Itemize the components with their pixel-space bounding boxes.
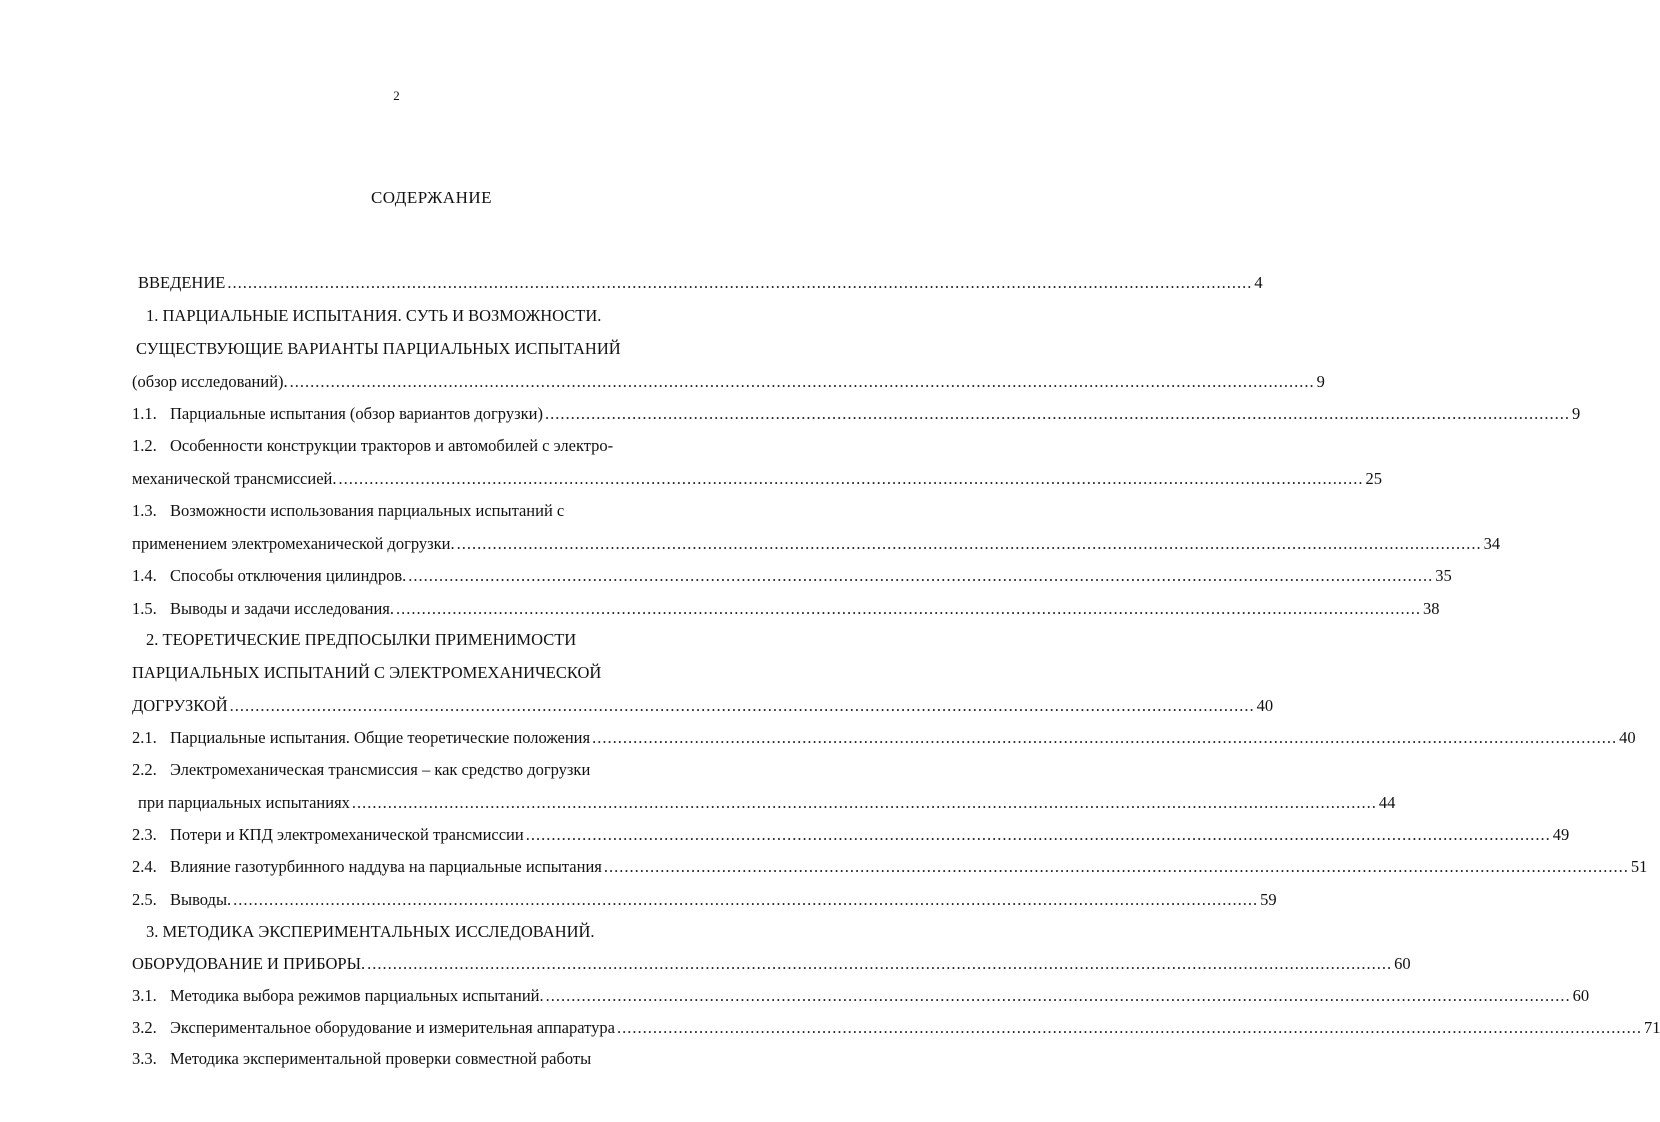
toc-entry-text: 2. ТЕОРЕТИЧЕСКИЕ ПРЕДПОСЫЛКИ ПРИМЕНИМОСТИ [146, 630, 577, 649]
toc-entry-page: 60 [1572, 986, 1590, 1005]
toc-entry-text: ДОГРУЗКОЙ [132, 696, 228, 715]
toc-entry [132, 693, 1274, 717]
toc-entry [132, 822, 1570, 846]
dot-leader: ........................................................................................................................................................................................................ [227, 273, 1253, 292]
toc-entry [132, 401, 1581, 425]
toc-entry-number: 2.4. [132, 857, 157, 876]
toc-entry [132, 563, 1452, 587]
toc-entry [132, 596, 1440, 620]
toc-entry [132, 466, 1382, 490]
dot-leader: ........................................................................................................................................................................................................ [603, 857, 1629, 876]
toc-entry-text: 3.2. Экспериментальное оборудование и измерительная аппаратура [132, 1018, 615, 1037]
toc-entry-number: 1.3. [132, 501, 157, 520]
toc-entry-text: 3. МЕТОДИКА ЭКСПЕРИМЕНТАЛЬНЫХ ИССЛЕДОВАНИЙ. [146, 922, 595, 941]
toc-entry [132, 919, 738, 943]
dot-leader: ........................................................................................................................................................................................................ [229, 696, 1255, 715]
toc-entry-text: 1.2. Особенности конструкции тракторов и автомобилей с электро- [132, 436, 614, 455]
dot-leader: ........................................................................................................................................................................................................ [351, 793, 1377, 812]
toc-entry [132, 951, 1411, 975]
toc-entry [132, 433, 738, 457]
dot-leader: ........................................................................................................................................................................................................ [545, 986, 1571, 1005]
toc-entry-text: 3.3. Методика экспериментальной проверки совместной работы [132, 1049, 592, 1068]
toc-entry-number: 1.5. [132, 599, 157, 618]
toc-entry-page: 40 [1619, 728, 1636, 747]
toc-entry [132, 790, 1396, 814]
toc-entry [132, 303, 738, 327]
toc-entry-text: ПАРЦИАЛЬНЫХ ИСПЫТАНИЙ С ЭЛЕКТРОМЕХАНИЧЕСКОЙ [132, 663, 602, 682]
toc-entry-text: 1.1. Парциальные испытания (обзор вариантов догрузки) [132, 404, 543, 423]
toc-entry-text: 2.3. Потери и КПД электромеханической трансмиссии [132, 825, 524, 844]
toc-entry-number: 1.4. [132, 566, 157, 585]
toc-entry [132, 336, 738, 360]
dot-leader: ........................................................................................................................................................................................................ [592, 728, 1618, 747]
toc-entry [132, 1046, 738, 1070]
dot-leader: ........................................................................................................................................................................................................ [289, 372, 1315, 391]
toc-entry-text: ВВЕДЕНИЕ [138, 273, 226, 292]
dot-leader: ........................................................................................................................................................................................................ [367, 954, 1393, 973]
toc-entry-page: 60 [1394, 954, 1411, 973]
toc-entry-number: 1.1. [132, 404, 157, 423]
toc-entry-page: 9 [1571, 404, 1581, 423]
dot-leader: ........................................................................................................................................................................................................ [525, 825, 1551, 844]
toc-entry-number: 2.2. [132, 760, 157, 779]
toc-entry [132, 369, 1325, 393]
toc-entry-text: 1. ПАРЦИАЛЬНЫЕ ИСПЫТАНИЯ. СУТЬ И ВОЗМОЖНОСТИ. [146, 306, 602, 325]
toc-entry-text: 3.1. Методика выбора режимов парциальных испытаний. [132, 986, 544, 1005]
toc-entry-page: 51 [1630, 857, 1648, 876]
toc-entry-text: ОБОРУДОВАНИЕ И ПРИБОРЫ. [132, 954, 366, 973]
toc-entry-page: 4 [1254, 273, 1263, 292]
toc-entry-number: 2.5. [132, 890, 157, 909]
dot-leader: ........................................................................................................................................................................................................ [338, 469, 1364, 488]
toc-entry [132, 627, 738, 651]
dot-leader: ........................................................................................................................................................................................................ [616, 1018, 1642, 1037]
toc-entry-text: 2.4. Влияние газотурбинного наддува на парциальные испытания [132, 857, 602, 876]
toc-entry-page: 59 [1260, 890, 1277, 909]
toc-entry-text: 1.4. Способы отключения цилиндров. [132, 566, 407, 585]
toc-entry-page: 35 [1435, 566, 1452, 585]
page-number: 2 [393, 88, 400, 103]
toc-entry-page: 9 [1316, 372, 1325, 391]
toc-entry [132, 531, 1501, 555]
toc-entry-page: 44 [1378, 793, 1396, 812]
toc-entry-text: СУЩЕСТВУЮЩИЕ ВАРИАНТЫ ПАРЦИАЛЬНЫХ ИСПЫТАНИЙ [136, 339, 621, 358]
toc-entry [132, 1015, 1660, 1039]
toc-entry [132, 757, 738, 781]
dot-leader: ........................................................................................................................................................................................................ [233, 890, 1259, 909]
toc-entry-text: механической трансмиссией. [132, 469, 337, 488]
toc-entry-number: 2.3. [132, 825, 157, 844]
toc-entry-number: 1.2. [132, 436, 157, 455]
toc-entry-text: при парциальных испытаниях [138, 793, 350, 812]
toc-entry [132, 887, 1277, 911]
dot-leader: ........................................................................................................................................................................................................ [408, 566, 1434, 585]
toc-title: СОДЕРЖАНИЕ [370, 188, 493, 207]
toc-entry-text: 2.2. Электромеханическая трансмиссия – как средство догрузки [132, 760, 591, 779]
toc-entry-text: (обзор исследований). [132, 372, 288, 391]
toc-entry-text: 1.5. Выводы и задачи исследования. [132, 599, 394, 618]
toc-entry-page: 38 [1423, 599, 1440, 618]
dot-leader: ........................................................................................................................................................................................................ [544, 404, 1570, 423]
toc-entry-number: 2.1. [132, 728, 157, 747]
toc-entry [132, 725, 1636, 749]
toc-entry-text: 1.3. Возможности использования парциальных испытаний с [132, 501, 565, 520]
toc-entry-page: 71 [1643, 1018, 1660, 1037]
toc-entry-page: 34 [1483, 534, 1501, 553]
toc-entry-number: 3.3. [132, 1049, 157, 1068]
toc-entry [132, 660, 738, 684]
toc-entry-number: 3.2. [132, 1018, 157, 1037]
dot-leader: ........................................................................................................................................................................................................ [456, 534, 1482, 553]
toc-entry-text: 2.1. Парциальные испытания. Общие теоретические положения [132, 728, 591, 747]
toc-entry-number: 3.1. [132, 986, 157, 1005]
dot-leader: ........................................................................................................................................................................................................ [396, 599, 1421, 618]
toc-entry [132, 270, 1263, 294]
toc-entry [132, 498, 738, 522]
toc-entry-text: применением электромеханической догрузки. [132, 534, 455, 553]
toc-entry-page: 40 [1256, 696, 1274, 715]
toc-entry-text: 2.5. Выводы. [132, 890, 232, 909]
toc-entry-page: 25 [1365, 469, 1382, 488]
toc-entry [132, 854, 1648, 878]
toc-entry-page: 49 [1552, 825, 1570, 844]
toc-entry [132, 983, 1590, 1007]
